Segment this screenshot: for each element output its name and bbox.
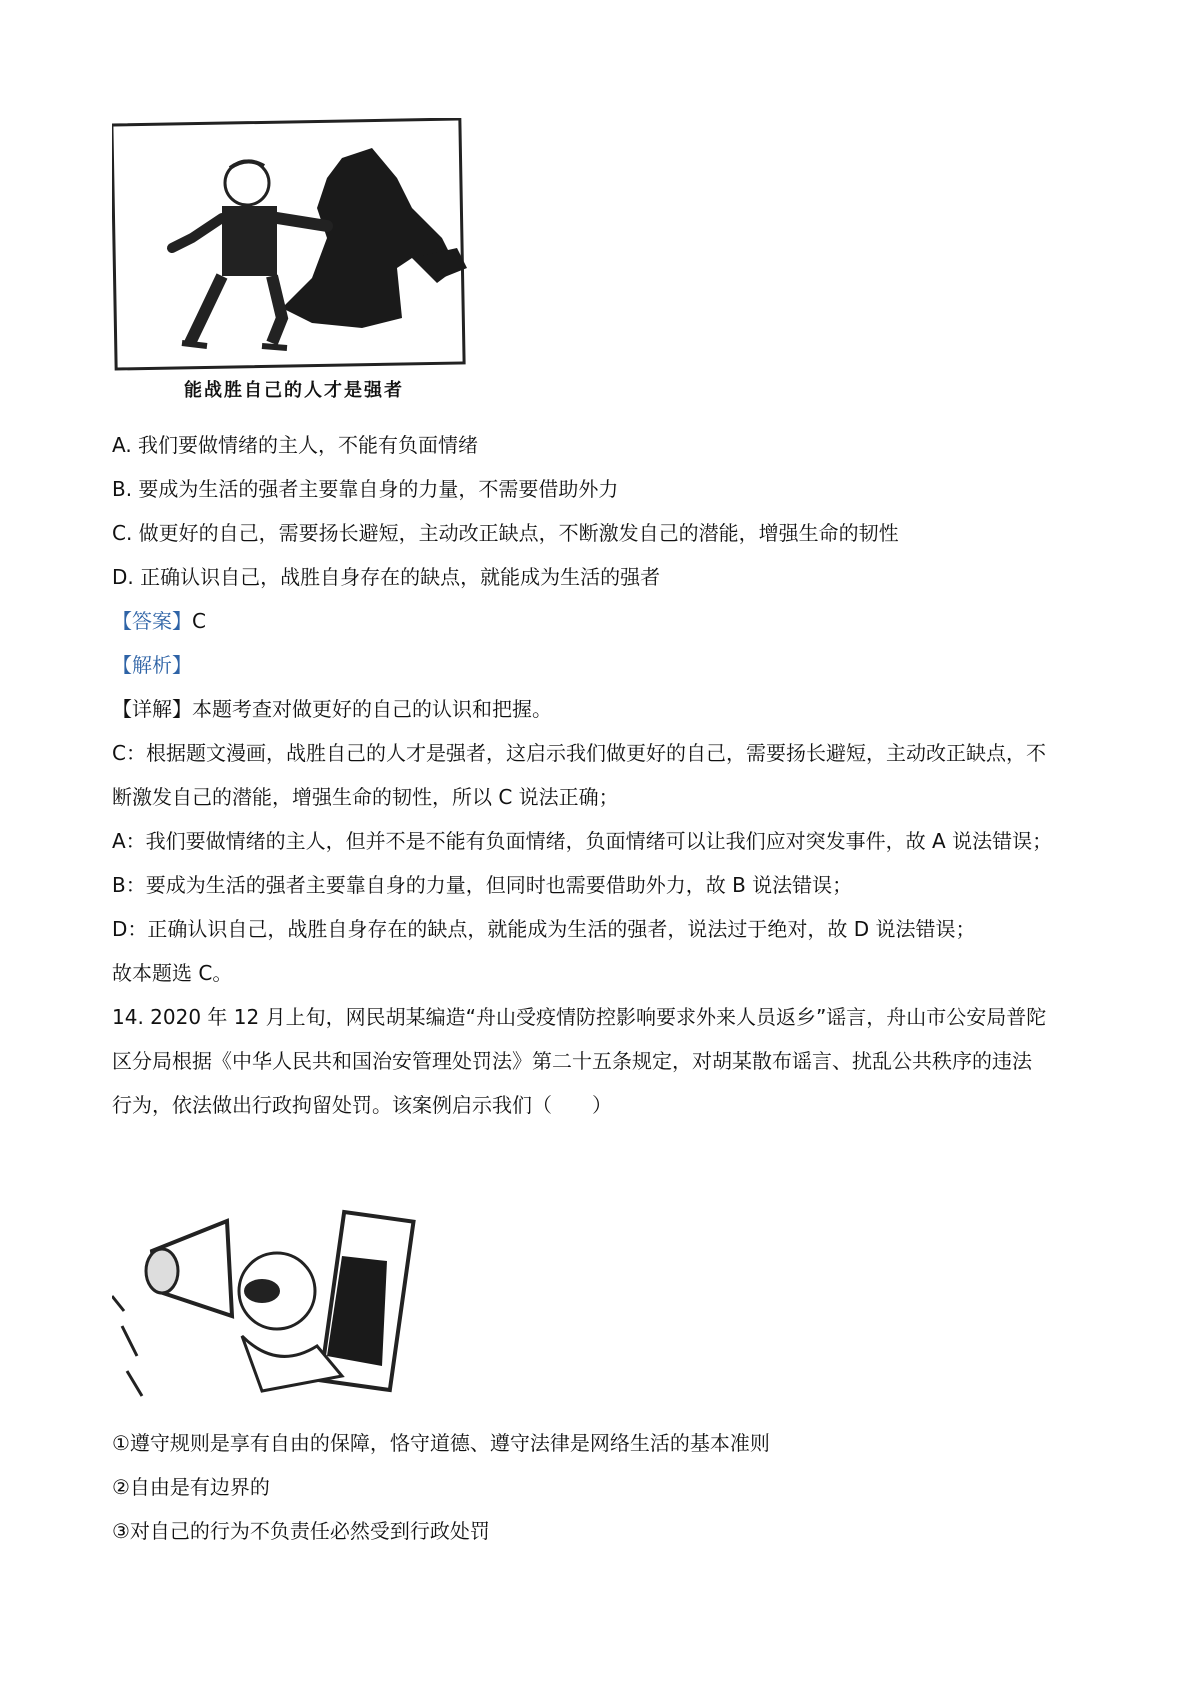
item-1: ①遵守规则是享有自由的保障，恪守道德、遵守法律是网络生活的基本准则 xyxy=(112,1431,770,1455)
item-3: ③对自己的行为不负责任必然受到行政处罚 xyxy=(112,1519,490,1543)
question14-line-2: 区分局根据《中华人民共和国治安管理处罚法》第二十五条规定，对胡某散布谣言、扰乱公共秩序的违法 xyxy=(112,1049,1032,1073)
analysis-line-c: C：根据题文漫画，战胜自己的人才是强者，这启示我们做更好的自己，需要扬长避短，主动改正缺点，不 xyxy=(112,741,1046,765)
analysis-line-d: D：正确认识自己，战胜自身存在的缺点，就能成为生活的强者，说法过于绝对，故 D 说法错误； xyxy=(112,917,976,941)
option-d: D. 正确认识自己，战胜自身存在的缺点，就能成为生活的强者 xyxy=(112,565,661,589)
cartoon-figure-megaphone xyxy=(112,1196,442,1408)
analysis-detail: 【详解】本题考查对做更好的自己的认识和把握。 xyxy=(112,697,552,721)
megaphone-rumor-illustration xyxy=(112,1196,442,1408)
answer-label: 【答案】 xyxy=(112,609,192,633)
option-c: C. 做更好的自己，需要扬长避短，主动改正缺点，不断激发自己的潜能，增强生命的韧性 xyxy=(112,521,899,545)
answer-value: C xyxy=(192,609,206,633)
analysis-line-b: B：要成为生活的强者主要靠自身的力量，但同时也需要借助外力，故 B 说法错误； xyxy=(112,873,853,897)
cartoon-figure-self-victory xyxy=(112,118,504,418)
question14-line-3: 行为，依法做出行政拘留处罚。该案例启示我们（ ） xyxy=(112,1093,612,1117)
item-2: ②自由是有边界的 xyxy=(112,1475,270,1499)
option-b: B. 要成为生活的强者主要靠自身的力量，不需要借助外力 xyxy=(112,477,619,501)
answer-line xyxy=(112,606,206,636)
cartoon-caption: 能战胜自己的人才是强者 xyxy=(184,380,404,401)
analysis-label: 【解析】 xyxy=(112,653,192,677)
analysis-conclusion: 故本题选 C。 xyxy=(112,961,233,985)
analysis-line-c-cont: 断激发自己的潜能，增强生命的韧性，所以 C 说法正确； xyxy=(112,785,619,809)
option-a: A. 我们要做情绪的主人，不能有负面情绪 xyxy=(112,433,479,457)
cartoon-shadow-fight-illustration xyxy=(112,118,504,418)
question14-line-1: 14. 2020 年 12 月上旬，网民胡某编造“舟山受疫情防控影响要求外来人员返乡”谣言，舟山市公安局普陀 xyxy=(112,1005,1047,1029)
analysis-line-a: A：我们要做情绪的主人，但并不是不能有负面情绪，负面情绪可以让我们应对突发事件，故 A 说法错误； xyxy=(112,829,1053,853)
